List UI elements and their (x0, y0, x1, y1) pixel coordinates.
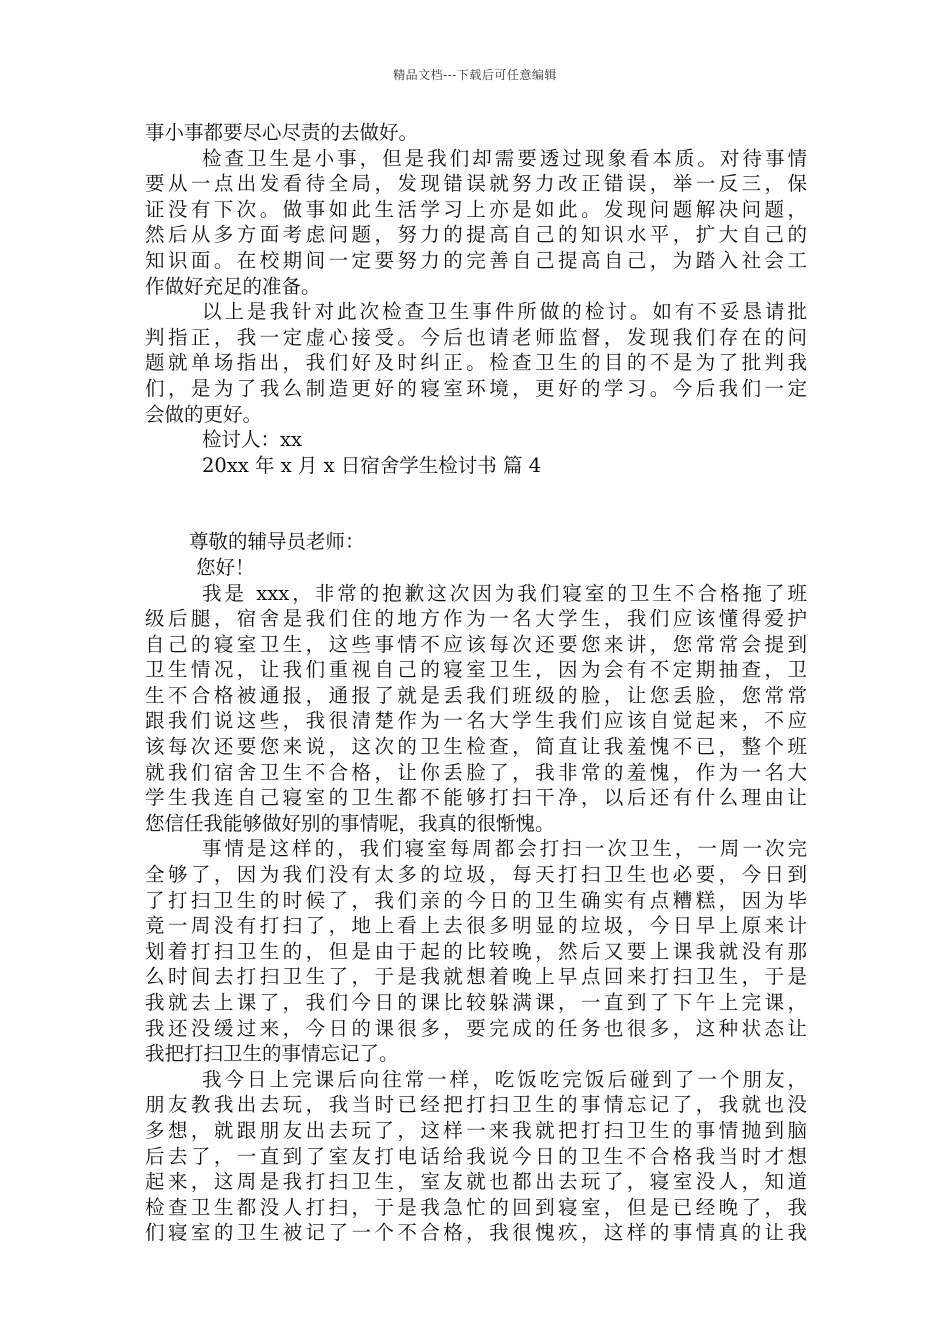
text-line: 您信任我能够做好别的事情呢，我真的很惭愧。 (145, 811, 555, 835)
salutation: 尊敬的辅导员老师： (189, 530, 365, 554)
text-line: 作做好充足的准备。 (145, 274, 321, 298)
text-line: 证没有下次。做事如此生活学习上亦是如此。发现问题解决问题， (145, 197, 807, 221)
text-line: 跟我们说这些，我很清楚作为一名大学生我们应该自觉起来，不应 (145, 709, 807, 733)
text-line: 我是 xxx，非常的抱歉这次因为我们寝室的卫生不合格拖了班 (202, 581, 807, 605)
text-line: 朋友教我出去玩，我当时已经把打扫卫生的事情忘记了，我就也没 (145, 1093, 807, 1117)
text-line: 么时间去打扫卫生了，于是我就想着晚上早点回来打扫卫生，于是 (145, 965, 807, 989)
text-line: 后去了，一直到了室友打电话给我说今日的卫生不合格我当时才想 (145, 1144, 807, 1168)
text-line: 全够了，因为我们没有太多的垃圾，每天打扫卫生也必要，今日到 (145, 863, 807, 887)
text-line: 我把打扫卫生的事情忘记了。 (145, 1042, 399, 1066)
page-header: 精品文档---下载后可任意编辑 (393, 68, 557, 82)
text-line: 们寝室的卫生被记了一个不合格，我很愧疚，这样的事情真的让我 (145, 1221, 807, 1245)
text-line: 生不合格被通报，通报了就是丢我们班级的脸，让您丢脸，您常常 (145, 683, 807, 707)
text-line: 我就去上课了，我们今日的课比较躲满课，一直到了下午上完课， (145, 991, 807, 1014)
text-line: 知识面。在校期间一定要努力的完善自己提高自己，为踏入社会工 (145, 248, 807, 272)
text-line: 检查卫生都没人打扫，于是我急忙的回到寝室，但是已经晚了，我 (145, 1195, 807, 1219)
text-line: 事小事都要尽心尽责的去做好。 (145, 121, 419, 144)
text-line: 多想，就跟朋友出去玩了，这样一来我就把打扫卫生的事情抛到脑 (145, 1118, 807, 1142)
text-line: 该每次还要您来说，这次的卫生检查，简直让我羞愧不已，整个班 (145, 735, 807, 759)
text-line: 级后腿，宿舍是我们住的地方作为一名大学生，我们应该懂得爱护 (145, 607, 807, 631)
greeting: 您好！ (196, 555, 255, 579)
text-line: 自己的寝室卫生，这些事情不应该每次还要您来讲，您常常会提到 (145, 632, 807, 656)
text-line: 我今日上完课后向往常一样，吃饭吃完饭后碰到了一个朋友， (202, 1067, 807, 1091)
signature-line: 检讨人：xx (202, 428, 302, 452)
document-body (145, 120, 807, 1246)
text-line: 竟一周没有打扫了，地上看上去很多明显的垃圾，今日早上原来计 (145, 914, 807, 938)
text-line: 要从一点出发看待全局，发现错误就努力改正错误，举一反三，保 (145, 172, 807, 196)
text-line: 划着打扫卫生的，但是由于起的比较晚，然后又要上课我就没有那 (145, 939, 807, 963)
text-line: 以上是我针对此次检查卫生事件所做的检讨。如有不妥恳请批 (202, 300, 807, 324)
text-line: 会做的更好。 (145, 402, 263, 426)
text-line: 起来，这周是我打扫卫生，室友就也都出去玩了，寝室没人，知道 (145, 1170, 807, 1194)
text-line: 题就单场指出，我们好及时纠正。检查卫生的目的不是为了批判我 (145, 351, 807, 375)
text-line: 然后从多方面考虑问题，努力的提高自己的知识水平，扩大自己的 (145, 223, 807, 247)
text-line: 就我们宿舍卫生不合格，让你丢脸了，我非常的羞愧，作为一名大 (145, 760, 807, 784)
section-heading: 20xx 年 x 月 x 日宿舍学生检讨书 篇 4 (202, 453, 542, 477)
text-line: 事情是这样的，我们寝室每周都会打扫一次卫生，一周一次完 (202, 837, 807, 861)
text-line: 检查卫生是小事，但是我们却需要透过现象看本质。对待事情 (202, 146, 807, 170)
spacer (145, 478, 807, 529)
text-line: 们，是为了我么制造更好的寝室环境，更好的学习。今后我们一定 (145, 376, 807, 400)
text-line: 判指正，我一定虚心接受。今后也请老师监督，发现我们存在的问 (145, 325, 807, 349)
text-line: 卫生情况，让我们重视自己的寝室卫生，因为会有不定期抽查，卫 (145, 658, 807, 682)
text-line: 学生我连自己寝室的卫生都不能够打扫干净，以后还有什么理由让 (145, 786, 807, 810)
text-line: 了打扫卫生的时候了，我们亲的今日的卫生确实有点糟糕，因为毕 (145, 888, 807, 912)
text-line: 我还没缓过来，今日的课很多，要完成的任务也很多，这种状态让 (145, 1016, 807, 1040)
